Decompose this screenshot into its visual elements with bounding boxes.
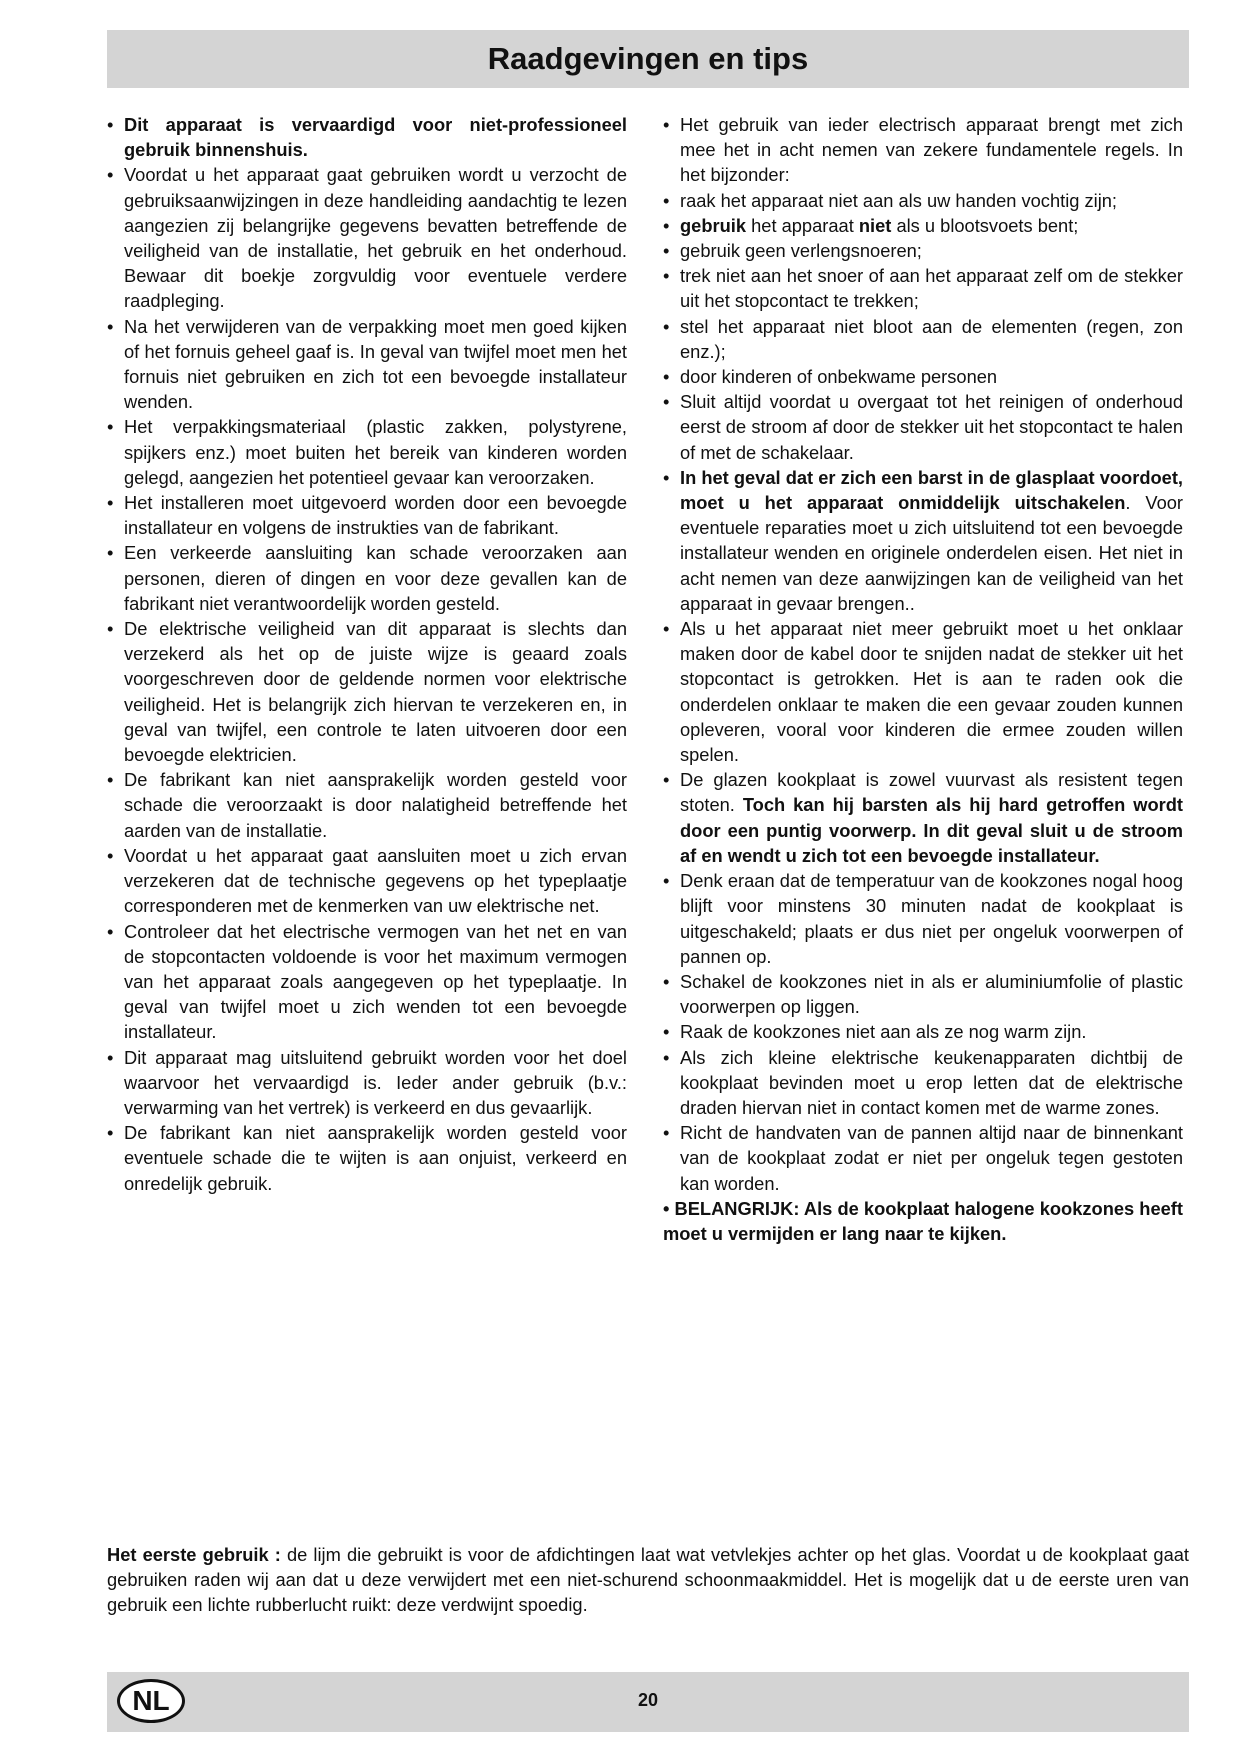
bullet: • — [107, 542, 114, 564]
bullet: • — [663, 265, 670, 287]
bullet: • — [663, 466, 670, 488]
list-item — [663, 616, 1183, 767]
bullet: • — [663, 870, 670, 892]
item-text: trek niet aan het snoer of aan het apparaat zelf om de stekker uit het stopcontact te trekken; — [680, 265, 1183, 312]
list-item — [107, 1120, 627, 1196]
item-text: Dit apparaat mag uitsluitend gebruikt worden voor het doel waarvoor het vervaardigd is. Ieder ander gebruik (b.v.: verwarming van het vertrek) is verkeerd en dus gevaarlijk. — [124, 1046, 627, 1118]
list-item — [107, 767, 627, 843]
language-badge: NL — [117, 1679, 185, 1723]
footer-bar — [107, 1672, 1189, 1732]
item-text: raak het apparaat niet aan als uw handen vochtig zijn; — [680, 189, 1118, 211]
page-title: Raadgevingen en tips — [487, 41, 809, 76]
item-text: Controleer dat het electrische vermogen van het net en van de stopcontacten voldoende is voor het maximum vermogen van het apparaat zoals aangegeven op het typeplaatje. In geval van twijfel moet u zich wenden tot een bevoegde installateur. — [124, 920, 627, 1043]
bullet: • — [663, 315, 670, 337]
list-item — [107, 919, 627, 1045]
bullet: • — [107, 920, 114, 942]
bullet: • — [663, 1197, 670, 1219]
item-text: Voordat u het apparaat gaat aansluiten moet u zich ervan verzekeren dat de technische gegevens op het typeplaatje corresponderen met de kenmerken van uw elektrische net. — [124, 844, 627, 917]
item-text: stel het apparaat niet bloot aan de elementen (regen, zon enz.); — [680, 315, 1183, 362]
item-text: Als u het apparaat niet meer gebruikt moet u het onklaar maken door de kabel door te snijden nadat de stekker uit het stopcontact is getrokken. Het is aan te raden ook die onderdelen onklaar te maken die een gevaar zouden kunnen opleveren, vooral voor kinderen die ermee zouden willen spelen. — [680, 618, 1183, 766]
list-item — [663, 465, 1183, 616]
list-item — [663, 364, 1183, 389]
list-item — [663, 1019, 1183, 1044]
right-column — [663, 112, 1183, 1246]
bullet: • — [107, 1122, 114, 1144]
bullet: • — [663, 366, 670, 388]
bullet: • — [663, 391, 670, 413]
item-text: Het verpakkingsmateriaal (plastic zakken, polystyrene, spijkers enz.) moet buiten het bereik van kinderen worden gelegd, aangezien het potentieel gevaar kan veroorzaken. — [124, 416, 627, 488]
left-column — [107, 112, 627, 1196]
item-text: als u blootsvoets bent; — [891, 214, 1079, 236]
list-item — [663, 1045, 1183, 1121]
item-text: Denk eraan dat de temperatuur van de kookzones nogal hoog blijft voor minstens 30 minuten nadat de kookplaat is uitgeschakeld; plaats er dus niet per ongeluk voorwerpen of pannen op. — [680, 870, 1183, 967]
item-text: Na het verwijderen van de verpakking moet men goed kijken of het fornuis geheel gaaf is. In geval van twijfel moet men het fornuis niet gebruiken en zich tot een bevoegde installateur wenden. — [124, 315, 627, 413]
item-text: Als zich kleine elektrische keukenapparaten dichtbij de kookplaat bevinden moet u erop letten dat de elektrische draden hiervan niet in contact komen met de warme zones. — [680, 1046, 1183, 1118]
bullet: • — [663, 214, 670, 236]
list-item — [663, 112, 1183, 188]
item-text: gebruik geen verlengsnoeren; — [680, 240, 922, 262]
bold-text: gebruik — [680, 214, 747, 236]
list-item — [107, 162, 627, 313]
item-text: Dit apparaat is vervaardigd voor niet-professioneel gebruik binnenshuis. — [124, 114, 627, 161]
item-text: De fabrikant kan niet aansprakelijk worden gesteld voor schade die veroorzaakt is door nalatigheid betreffende het aarden van de installatie. — [124, 769, 627, 841]
page-number: 20 — [637, 1690, 659, 1710]
bullet: • — [663, 1021, 670, 1043]
item-text: De glazen kookplaat is zowel vuurvast als resistent tegen stoten. — [680, 769, 1183, 816]
bullet: • — [663, 618, 670, 640]
item-text: het apparaat — [746, 214, 859, 236]
item-text: Voordat u het apparaat gaat gebruiken wordt u verzocht de gebruiksaanwijzingen in deze handleiding aandachtig te lezen aangezien zij belangrijke gegevens bevatten betreffende de veiligheid van de installatie, het gebruik en het onderhoud. Bewaar dit boekje zorgvuldig voor eventuele verdere raadpleging. — [124, 164, 627, 312]
bullet: • — [107, 844, 114, 866]
bullet: • — [107, 315, 114, 337]
list-item — [663, 868, 1183, 969]
bullet: • — [663, 769, 670, 791]
important-note — [663, 1196, 1183, 1246]
bullet: • — [107, 114, 114, 135]
item-text: Het gebruik van ieder electrisch apparaat brengt met zich mee het in acht nemen van zekere fundamentele regels. In het bijzonder: — [680, 114, 1183, 186]
item-text: Sluit altijd voordat u overgaat tot het reinigen of onderhoud eerst de stroom af door de stekker uit het stopcontact te halen of met de schakelaar. — [680, 391, 1183, 463]
list-item — [663, 213, 1183, 238]
list-item — [663, 389, 1183, 465]
list-item — [663, 238, 1183, 263]
list-item — [663, 188, 1183, 213]
first-use-label: Het eerste gebruik : — [107, 1544, 281, 1565]
bullet: • — [107, 416, 114, 438]
bold-text: In het geval dat er zich een barst in de glasplaat voordoet, moet u het apparaat onmiddelijk uitschakelen — [680, 466, 1183, 514]
item-text: De elektrische veiligheid van dit apparaat is slechts dan verzekerd als het op de juiste wijze is geaard zoals voorgeschreven door de geldende normen voor elektrische veiligheid. Het is belangrijk zich hiervan te verzekeren en, in geval van twijfel, een controle te laten uitvoeren door een bevoegde elektricien. — [124, 618, 627, 766]
list-item — [663, 767, 1183, 868]
bullet: • — [663, 189, 670, 211]
bullet: • — [663, 1046, 670, 1068]
title-bar — [107, 30, 1189, 88]
bullet: • — [107, 618, 114, 640]
list-item — [107, 1045, 627, 1121]
item-text: De fabrikant kan niet aansprakelijk worden gesteld voor eventuele schade die te wijten is aan onjuist, verkeerd en onredelijk gebruik. — [124, 1122, 627, 1194]
list-item — [107, 314, 627, 415]
bold-text: niet — [858, 214, 892, 236]
list-item — [107, 540, 627, 616]
list-item — [663, 1120, 1183, 1196]
bullet: • — [663, 114, 670, 135]
bold-text: Toch kan hij barsten als hij hard getroffen wordt door een puntig voorwerp. In dit geval sluit u de stroom af en wendt u zich tot een bevoegde installateur. — [680, 794, 1183, 866]
item-text: Richt de handvaten van de pannen altijd naar de binnenkant van de kookplaat zodat er niet per ongeluk tegen gestoten kan worden. — [680, 1122, 1183, 1194]
bullet: • — [663, 1122, 670, 1144]
item-text: Raak de kookzones niet aan als ze nog warm zijn. — [680, 1021, 1087, 1043]
first-use-text: de lijm die gebruikt is voor de afdichtingen laat wat vetvlekjes achter op het glas. Voordat u de kookplaat gaat gebruiken raden wij aan dat u deze verwijdert met een niet-schurend schoonmaakmiddel. Het is mogelijk dat u de eerste uren van gebruik een lichte rubberlucht ruikt: deze verdwijnt spoedig. — [107, 1544, 1189, 1615]
list-item — [663, 263, 1183, 313]
bullet: • — [107, 492, 114, 514]
bullet: • — [107, 164, 114, 186]
list-item — [107, 616, 627, 767]
list-item — [107, 112, 627, 162]
bullet: • — [107, 769, 114, 791]
bullet: • — [107, 1046, 114, 1068]
bullet: • — [663, 970, 670, 992]
important-text: BELANGRIJK: Als de kookplaat halogene kookzones heeft moet u vermijden er lang naar te kijken. — [663, 1197, 1183, 1244]
item-text: Schakel de kookzones niet in als er aluminiumfolie of plastic voorwerpen op liggen. — [680, 970, 1183, 1018]
first-use-paragraph — [107, 1542, 1189, 1617]
bullet: • — [663, 240, 670, 262]
item-text: Het installeren moet uitgevoerd worden door een bevoegde installateur en volgens de instrukties van de fabrikant. — [124, 492, 627, 539]
list-item — [663, 969, 1183, 1019]
item-text: Een verkeerde aansluiting kan schade veroorzaken aan personen, dieren of dingen en voor deze gevallen kan de fabrikant niet verantwoordelijk worden gesteld. — [124, 542, 627, 614]
list-item — [107, 843, 627, 919]
list-item — [107, 490, 627, 540]
item-text: door kinderen of onbekwame personen — [680, 366, 998, 388]
list-item — [107, 414, 627, 490]
list-item — [663, 314, 1183, 364]
item-text: . Voor eventuele reparaties moet u zich uitsluitend tot een bevoegde installateur wenden en originele onderdelen eisen. Het niet in acht nemen van deze aanwijzingen kan de veiligheid van het apparaat in gevaar brengen.. — [680, 492, 1183, 614]
